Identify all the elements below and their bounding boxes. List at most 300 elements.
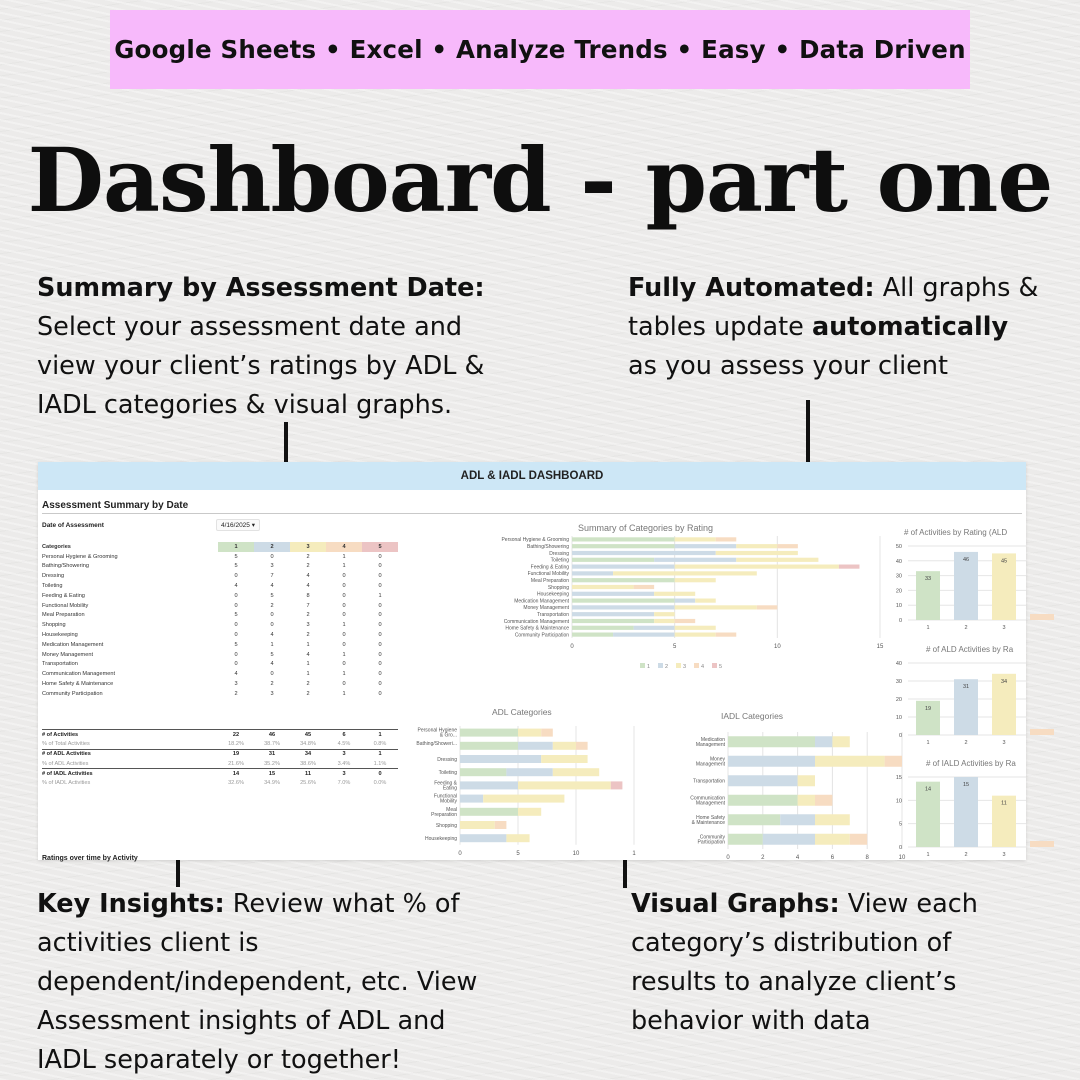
category-label: Eating (442, 785, 457, 792)
category-name: Dressing (42, 573, 65, 580)
category-label: Dressing (437, 756, 457, 763)
summary-rating-1-value: 32.6% (228, 780, 244, 787)
summary-rating-5-value: 0.8% (373, 740, 387, 747)
data-label: 31 (962, 684, 970, 691)
x-tick-label: 2 (964, 625, 968, 631)
category-rating-5-count: 0 (378, 583, 382, 590)
summary-rating-4-value: 3.4% (337, 760, 351, 767)
insights-line-5: IADL separately or together! (37, 1045, 401, 1075)
summary-rating-4-value: 4.5% (337, 740, 351, 747)
legend-swatch-3 (676, 663, 681, 668)
summary-heading: Summary by Assessment Date: (37, 273, 485, 303)
category-rating-5-count: 0 (378, 681, 382, 688)
category-row (42, 591, 398, 601)
automated-emphasis: automatically (811, 312, 1009, 342)
date-select[interactable]: 4/16/2025 ▾ (216, 519, 260, 531)
category-name: Transportation (42, 661, 78, 668)
bar-rating-4-partial (1030, 614, 1054, 620)
legend-label: 2 (665, 664, 669, 670)
bar-segment-rating-4 (850, 834, 867, 845)
category-rating-4-count: 1 (342, 671, 346, 678)
bar-segment-rating-3 (832, 736, 849, 747)
bar-segment-rating-2 (728, 775, 798, 786)
category-label: Bathing/Showering (527, 543, 569, 550)
category-label: Management (695, 761, 725, 768)
ratings-over-time-title: Ratings over time by Activity (42, 855, 138, 862)
category-label: Home Safety (696, 814, 725, 821)
legend-swatch-1 (640, 663, 645, 668)
category-rating-1-count: 0 (234, 622, 238, 629)
category-rating-5-count: 0 (378, 671, 382, 678)
adl-activities-chart-title: # of ALD Activities by Ra (926, 645, 1014, 654)
bar-segment-rating-3 (654, 592, 695, 596)
iadl-activities-by-rating-chart (872, 769, 1026, 860)
visual-line-1: View each (839, 889, 978, 919)
bar-segment-rating-1 (572, 599, 675, 603)
bar-segment-rating-3 (798, 795, 815, 806)
bar-segment-rating-2 (728, 756, 815, 767)
bar-segment-rating-3 (675, 578, 716, 582)
rating-header-2: 2 (254, 542, 290, 552)
bar-rating-4-partial (1030, 729, 1054, 735)
category-label: Functional (433, 793, 457, 800)
summary-chart (418, 534, 884, 674)
category-rating-3-count: 2 (306, 632, 310, 639)
data-label: 14 (924, 786, 932, 793)
bar-segment-rating-4 (815, 795, 832, 806)
bar-segment-rating-2 (780, 814, 815, 825)
summary-rating-1-value: 14 (218, 769, 254, 779)
x-tick-label: 5 (672, 644, 677, 650)
category-label: Money (709, 756, 725, 763)
bar-segment-rating-2 (763, 834, 815, 845)
category-name: Home Safety & Maintenance (42, 681, 114, 688)
bar-segment-rating-3 (695, 599, 716, 603)
summary-row (42, 759, 398, 769)
category-label: Feeding & (434, 780, 457, 787)
bar-segment-rating-4 (576, 742, 588, 750)
category-row (42, 660, 398, 670)
data-label: 33 (924, 576, 932, 583)
category-row (42, 679, 398, 689)
section-divider (42, 513, 1022, 514)
x-tick-label: 2 (761, 855, 765, 861)
summary-rating-1-value: 21.6% (228, 760, 244, 767)
visual-callout (631, 885, 1071, 1041)
category-rating-2-count: 0 (270, 553, 274, 560)
summary-rating-3-value: 25.6% (300, 780, 316, 787)
bar-segment-rating-2 (634, 626, 675, 630)
summary-rating-2-value: 31 (254, 749, 290, 759)
bar-segment-rating-2 (518, 742, 553, 750)
x-tick-label: 1 (926, 852, 930, 858)
category-rating-2-count: 5 (270, 592, 274, 599)
x-tick-label: 10 (898, 855, 906, 861)
x-tick-label: 1 (926, 740, 930, 746)
category-rating-3-count: 7 (306, 602, 310, 609)
insights-heading: Key Insights: (37, 889, 225, 919)
bar-segment-rating-4 (495, 821, 507, 829)
y-tick-label: 15 (895, 775, 902, 781)
category-rating-5-count: 0 (378, 690, 382, 697)
category-label: Bathing/Showeri... (416, 740, 457, 747)
category-rating-4-count: 1 (342, 651, 346, 658)
category-rating-4-count: 0 (342, 681, 346, 688)
category-row (42, 571, 398, 581)
x-tick-label: 5 (516, 850, 520, 857)
category-rating-1-count: 5 (234, 641, 238, 648)
category-rating-5-count: 0 (378, 612, 382, 619)
category-rating-2-count: 0 (270, 671, 274, 678)
category-label: Housekeeping (537, 591, 569, 598)
insights-line-4: Assessment insights of ADL and (37, 1006, 446, 1036)
automated-line-1: All graphs & (874, 273, 1039, 303)
bar-segment-rating-1 (572, 558, 654, 562)
rating-header-1: 1 (218, 542, 254, 552)
category-name: Functional Mobility (42, 602, 89, 609)
summary-table (42, 729, 398, 788)
bar-segment-rating-4 (634, 585, 655, 589)
category-label: Medication Management (514, 598, 569, 605)
bar-segment-rating-2 (460, 755, 541, 763)
category-label: Home Safety & Maintenance (505, 625, 569, 632)
banner-text: Google Sheets • Excel • Analyze Trends • Easy • Data Driven (114, 35, 966, 64)
y-tick-label: 10 (895, 603, 902, 610)
category-rating-2-count: 5 (270, 651, 274, 658)
category-rating-4-count: 1 (342, 690, 346, 697)
visual-line-2: category’s distribution of (631, 928, 952, 958)
summary-rating-4-value: 3 (326, 749, 362, 759)
summary-rating-5-value: 1.1% (373, 760, 387, 767)
category-label: Medication (700, 736, 725, 743)
summary-rating-3-value: 45 (290, 730, 326, 740)
category-label: Community (699, 834, 725, 841)
category-label: Meal Preparation (530, 577, 569, 584)
bar-segment-rating-1 (572, 619, 654, 623)
category-row (42, 562, 398, 572)
activities-chart-title: # of Activities by Rating (ALD (904, 528, 1008, 537)
y-tick-label: 0 (898, 845, 902, 851)
category-row (42, 620, 398, 630)
category-table-header (42, 542, 398, 552)
summary-rating-4-value: 3 (326, 769, 362, 779)
category-row (42, 650, 398, 660)
bar-segment-rating-2 (572, 551, 716, 555)
category-label: Mobility (440, 798, 457, 805)
category-rating-1-count: 0 (234, 602, 238, 609)
automated-heading: Fully Automated: (628, 273, 875, 303)
category-label: Shopping (547, 584, 569, 591)
category-rating-4-count: 0 (342, 612, 346, 619)
summary-rating-3-value: 11 (290, 769, 326, 779)
bar-segment-rating-2 (572, 612, 654, 616)
bar-segment-rating-4 (716, 633, 737, 637)
category-label: Feeding & Eating (530, 564, 569, 571)
x-tick-label: 0 (726, 855, 730, 861)
data-label: 15 (962, 782, 970, 788)
bar-segment-rating-4 (777, 544, 798, 548)
category-label: Personal Hygiene & Grooming (501, 537, 569, 544)
visual-heading: Visual Graphs: (631, 889, 840, 919)
category-label: Preparation (431, 811, 457, 818)
category-row (42, 601, 398, 611)
summary-row (42, 769, 398, 779)
bar-segment-rating-3 (613, 571, 757, 575)
bar-segment-rating-3 (654, 619, 675, 623)
x-tick-label: 3 (1002, 740, 1006, 746)
bar-segment-rating-3 (572, 585, 634, 589)
category-label: Communication (690, 795, 725, 802)
legend-label: 4 (701, 664, 705, 670)
bar-segment-rating-2 (613, 633, 675, 637)
summary-rating-5-value: 1 (362, 730, 398, 740)
category-label: Toileting (438, 769, 457, 776)
category-label: Management (695, 741, 725, 748)
category-rating-1-count: 0 (234, 573, 238, 580)
category-rating-5-count: 1 (378, 592, 382, 599)
summary-row-label: # of IADL Activities (42, 769, 218, 779)
category-rating-1-count: 0 (234, 651, 238, 658)
x-tick-label: 3 (1002, 625, 1006, 631)
bar-segment-rating-1 (572, 626, 634, 630)
y-tick-label: 50 (895, 544, 902, 550)
y-tick-label: 30 (895, 573, 902, 580)
y-tick-label: 5 (898, 821, 902, 828)
iadl-activities-chart-title: # of IALD Activities by Ra (926, 759, 1016, 768)
category-name: Bathing/Showering (42, 563, 89, 570)
legend-swatch-5 (712, 663, 717, 668)
category-rating-4-count: 1 (342, 563, 346, 570)
category-rating-1-count: 4 (234, 671, 238, 678)
x-tick-label: 10 (773, 644, 781, 650)
category-rating-5-count: 0 (378, 641, 382, 648)
category-label: Housekeeping (425, 835, 457, 842)
summary-row (42, 778, 398, 788)
dashboard-screenshot (38, 462, 1026, 860)
bar-segment-rating-3 (675, 537, 716, 541)
legend-label: 1 (647, 664, 651, 670)
category-rating-1-count: 0 (234, 592, 238, 599)
bar-segment-rating-2 (506, 768, 552, 776)
category-row (42, 630, 398, 640)
category-name: Medication Management (42, 641, 104, 648)
category-rating-4-count: 1 (342, 553, 346, 560)
category-table (42, 542, 398, 699)
summary-rating-2-value: 38.7% (264, 740, 280, 747)
bar-segment-rating-2 (654, 558, 736, 562)
category-rating-1-count: 4 (234, 583, 238, 590)
category-rating-3-count: 2 (306, 612, 310, 619)
x-tick-label: 4 (795, 855, 800, 861)
x-tick-label: 1 (632, 850, 636, 857)
date-label: Date of Assessment (42, 522, 104, 529)
bar-segment-rating-4 (541, 729, 553, 737)
visual-line-4: behavior with data (631, 1006, 871, 1036)
bar-segment-rating-1 (728, 736, 815, 747)
category-row (42, 552, 398, 562)
bar-segment-rating-3 (815, 814, 850, 825)
category-rating-3-count: 8 (306, 592, 310, 599)
bar-segment-rating-3 (553, 742, 576, 750)
bar-segment-rating-3 (483, 795, 564, 803)
bar-segment-rating-1 (728, 795, 798, 806)
category-rating-3-count: 2 (306, 690, 310, 697)
automated-callout (628, 269, 1068, 386)
category-rating-2-count: 1 (270, 641, 274, 648)
category-rating-3-count: 3 (306, 622, 310, 629)
data-label: 19 (924, 705, 932, 712)
rating-header-3: 3 (290, 542, 326, 552)
bar-segment-rating-1 (460, 729, 518, 737)
category-label: Toileting (550, 557, 569, 564)
summary-rating-1-value: 19 (218, 749, 254, 759)
category-rating-5-count: 0 (378, 553, 382, 560)
insights-line-3: dependent/independent, etc. View (37, 967, 478, 997)
category-rating-3-count: 4 (306, 573, 310, 580)
category-row (42, 689, 398, 699)
category-rating-1-count: 0 (234, 661, 238, 668)
category-rating-3-count: 1 (306, 641, 310, 648)
category-name: Housekeeping (42, 632, 78, 639)
bar-segment-rating-3 (736, 558, 818, 562)
category-rating-3-count: 4 (306, 651, 310, 658)
bar-segment-rating-3 (654, 612, 675, 616)
category-name: Community Participation (42, 690, 103, 697)
category-rating-2-count: 3 (270, 563, 274, 570)
bar-segment-rating-2 (572, 565, 675, 569)
x-tick-label: 10 (572, 850, 580, 857)
category-name: Meal Preparation (42, 612, 85, 619)
bar-segment-rating-3 (675, 605, 757, 609)
rating-header-4: 4 (326, 542, 362, 552)
data-label: 45 (1000, 558, 1008, 565)
category-rating-2-count: 3 (270, 690, 274, 697)
bar-segment-rating-3 (675, 633, 716, 637)
category-name: Toileting (42, 583, 63, 590)
x-tick-label: 1 (926, 625, 930, 631)
category-rating-5-count: 0 (378, 563, 382, 570)
category-label: Money Management (523, 605, 569, 612)
category-rating-1-count: 0 (234, 632, 238, 639)
adl-activities-by-rating-chart (872, 655, 1026, 749)
bar-segment-rating-4 (675, 619, 696, 623)
x-tick-label: 6 (830, 855, 835, 861)
category-label: Participation (697, 839, 725, 846)
category-label: Transportation (536, 611, 569, 618)
bar-segment-rating-2 (572, 571, 613, 575)
category-name: Shopping (42, 622, 66, 629)
summary-row-label: # of ADL Activities (42, 749, 218, 759)
legend-label: 3 (683, 664, 687, 670)
summary-rating-5-value: 0.0% (373, 780, 387, 787)
category-rating-2-count: 7 (270, 573, 274, 580)
category-rating-3-count: 2 (306, 563, 310, 570)
category-rating-4-count: 0 (342, 573, 346, 580)
summary-rating-3-value: 34.8% (300, 740, 316, 747)
category-rating-5-count: 0 (378, 573, 382, 580)
bar-segment-rating-2 (460, 834, 506, 842)
summary-rating-5-value: 0 (362, 769, 398, 779)
category-rating-5-count: 0 (378, 632, 382, 639)
summary-callout (37, 269, 557, 425)
bar-segment-rating-2 (675, 544, 737, 548)
x-tick-label: 2 (964, 740, 968, 746)
y-tick-label: 20 (895, 588, 902, 595)
dashboard-header (38, 462, 1026, 490)
category-label: Shopping (435, 822, 457, 829)
bar-segment-rating-3 (460, 821, 495, 829)
data-label: 11 (1001, 800, 1007, 807)
category-rating-2-count: 4 (270, 632, 274, 639)
category-rating-2-count: 4 (270, 583, 274, 590)
bar-segment-rating-3 (518, 781, 611, 789)
bar-segment-rating-1 (460, 742, 518, 750)
bar-segment-rating-5 (839, 565, 860, 569)
adl-chart-title: ADL Categories (492, 707, 552, 717)
bar-segment-rating-1 (728, 834, 763, 845)
bar-segment-rating-3 (518, 729, 541, 737)
bar-segment-rating-3 (675, 626, 716, 630)
category-rating-3-count: 2 (306, 681, 310, 688)
y-tick-label: 10 (895, 798, 902, 805)
bar-segment-rating-1 (572, 578, 675, 582)
category-label: & Gro... (439, 732, 457, 739)
insights-line-2: activities client is (37, 928, 259, 958)
feature-banner (110, 10, 970, 89)
x-tick-label: 2 (964, 852, 968, 858)
automated-line-2: tables update (628, 312, 812, 342)
bar-segment-rating-2 (815, 736, 832, 747)
category-rating-2-count: 4 (270, 661, 274, 668)
category-rating-5-count: 0 (378, 622, 382, 629)
category-rating-1-count: 2 (234, 690, 238, 697)
summary-rating-1-value: 22 (218, 730, 254, 740)
category-name: Communication Management (42, 671, 116, 678)
y-tick-label: 10 (895, 715, 902, 721)
y-tick-label: 20 (895, 697, 902, 703)
summary-chart-title: Summary of Categories by Rating (578, 523, 714, 533)
bar-segment-rating-4 (716, 537, 737, 541)
x-tick-label: 8 (865, 855, 869, 861)
bar-segment-rating-5 (611, 781, 623, 789)
bar-segment-rating-1 (460, 768, 506, 776)
category-rating-5-count: 0 (378, 661, 382, 668)
category-rating-4-count: 0 (342, 632, 346, 639)
summary-rating-1-value: 18.2% (228, 740, 244, 747)
summary-rating-2-value: 46 (254, 730, 290, 740)
y-tick-label: 0 (898, 733, 902, 739)
category-label: Dressing (549, 550, 569, 557)
summary-rating-3-value: 34 (290, 749, 326, 759)
y-tick-label: 0 (898, 618, 902, 624)
summary-rating-4-value: 6 (326, 730, 362, 740)
category-rating-4-count: 1 (342, 622, 346, 629)
section-title: Assessment Summary by Date (42, 500, 189, 511)
bar-segment-rating-1 (572, 537, 675, 541)
category-rating-4-count: 0 (342, 583, 346, 590)
summary-row (42, 739, 398, 749)
category-name: Money Management (42, 651, 93, 658)
category-label: Meal (446, 806, 457, 813)
bar-segment-rating-3 (798, 775, 815, 786)
category-rating-5-count: 0 (378, 651, 382, 658)
category-rating-1-count: 5 (234, 553, 238, 560)
category-label: Community Participation (514, 632, 569, 639)
bar-segment-rating-4 (757, 605, 778, 609)
bar-segment-rating-3 (675, 565, 839, 569)
insights-line-1: Review what % of (224, 889, 460, 919)
category-name: Feeding & Eating (42, 592, 85, 599)
